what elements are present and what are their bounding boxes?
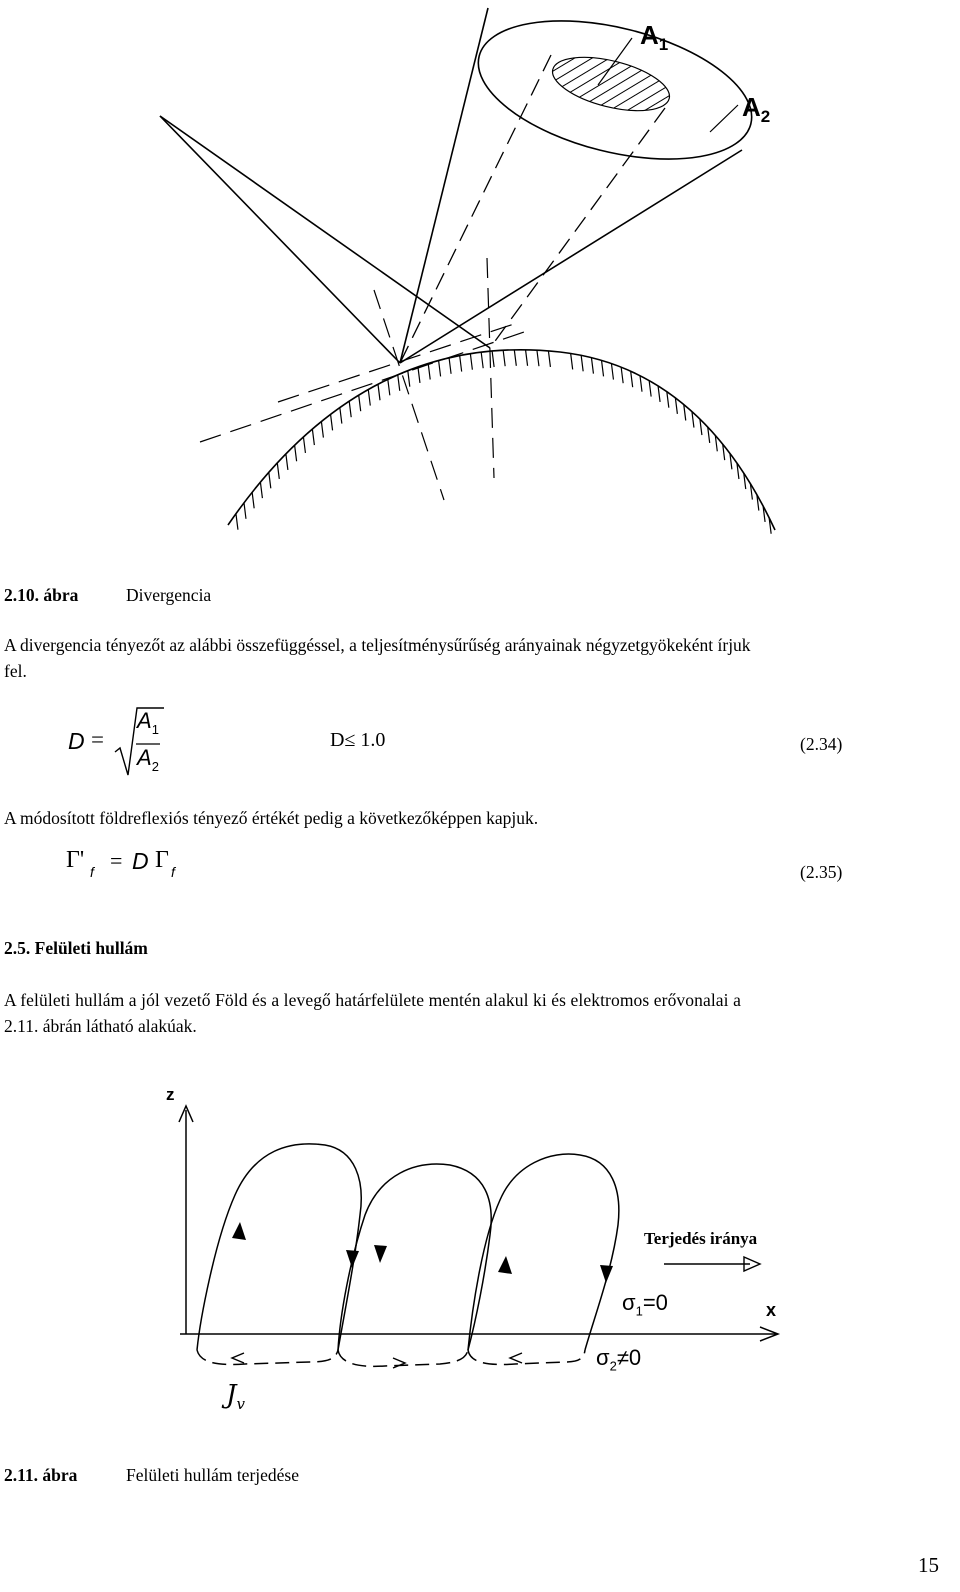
- eq234-condition: D≤ 1.0: [330, 729, 386, 751]
- sigma1-rel: =0: [642, 1290, 668, 1315]
- figure2-caption-number: 2.11. ábra: [4, 1465, 78, 1485]
- figure2-caption: [4, 1462, 300, 1488]
- propagation-direction-label: Terjedés iránya: [644, 1229, 758, 1248]
- section-heading: 2.5. Felületi hullám: [4, 938, 148, 958]
- paragraph-line: A felületi hullám a jól vezető Föld és a levegő határfelülete mentén alakul ki és elektromos erővonalai a: [4, 990, 741, 1010]
- sigma1-main: σ: [622, 1290, 636, 1315]
- figure2-caption-text: Felületi hullám terjedése: [126, 1465, 300, 1485]
- z-axis-label: z: [166, 1085, 175, 1104]
- jv-main: J: [226, 1380, 237, 1410]
- eq235-number: (2.35): [800, 862, 843, 882]
- eq234-num-main: A: [137, 708, 152, 733]
- eq235-rhs-sub: f: [171, 864, 175, 880]
- sigma1-label: [622, 1290, 668, 1318]
- eq234-num-sub: 1: [151, 722, 159, 737]
- eq235-rhs-gamma: Γ: [155, 847, 169, 873]
- label-a2-main: A: [742, 92, 761, 122]
- ground-arrow-left-1: [232, 1353, 244, 1363]
- paragraph-line: 2.11. ábrán látható alakúak.: [4, 1016, 197, 1036]
- label-a1-sub: 1: [658, 35, 669, 55]
- sigma2-main: σ: [596, 1345, 610, 1370]
- sigma2-label: [596, 1345, 641, 1373]
- figure1-caption-text: Divergencia: [126, 585, 212, 605]
- eq235-equals: =: [110, 848, 123, 873]
- x-axis-label: x: [766, 1300, 777, 1320]
- eq235-rhs-d: D: [132, 848, 149, 874]
- sigma2-sub: 2: [609, 1358, 617, 1374]
- paragraph-line: fel.: [4, 661, 27, 681]
- jv-label: [226, 1380, 245, 1413]
- field-arrow-down-2: [374, 1245, 387, 1263]
- field-line-loop-1: [197, 1144, 361, 1350]
- eq234-den-main: A: [137, 745, 152, 770]
- label-a2-sub: 2: [760, 107, 771, 127]
- ground-arrow-left-2: [510, 1353, 522, 1363]
- ground-current-dashed-3: [468, 1350, 585, 1364]
- eq235-lhs-sub: f: [90, 864, 94, 880]
- sigma2-rel: ≠0: [616, 1345, 642, 1370]
- sigma1-sub: 1: [635, 1303, 643, 1319]
- eq234-number: (2.34): [800, 734, 843, 754]
- paragraph-line: A divergencia tényezőt az alábbi összefüggéssel, a teljesítménysűrűség arányainak négyzetgyökeként írjuk: [4, 635, 751, 655]
- eq234-den-sub: 2: [151, 759, 159, 774]
- paragraph-line: A módosított földreflexiós tényező értékét pedig a következőképpen kapjuk.: [4, 808, 539, 828]
- field-arrow-down-3: [600, 1265, 613, 1283]
- ground-current-dashed-1: [197, 1350, 338, 1364]
- page-number: 15: [918, 1553, 939, 1577]
- eq235-lhs-gamma: Γ': [66, 847, 85, 873]
- field-arrow-up-1: [232, 1222, 246, 1240]
- figure1-caption-number: 2.10. ábra: [4, 585, 79, 605]
- field-arrow-down-1: [346, 1250, 359, 1268]
- field-arrow-up-2: [498, 1256, 512, 1274]
- label-a1-main: A: [640, 20, 659, 50]
- jv-sub: v: [236, 1395, 245, 1414]
- ground-arrow-right: [393, 1358, 405, 1368]
- eq234-equals: =: [91, 727, 104, 752]
- field-line-loop-2: [468, 1154, 619, 1350]
- eq234-lhs: D: [68, 728, 85, 754]
